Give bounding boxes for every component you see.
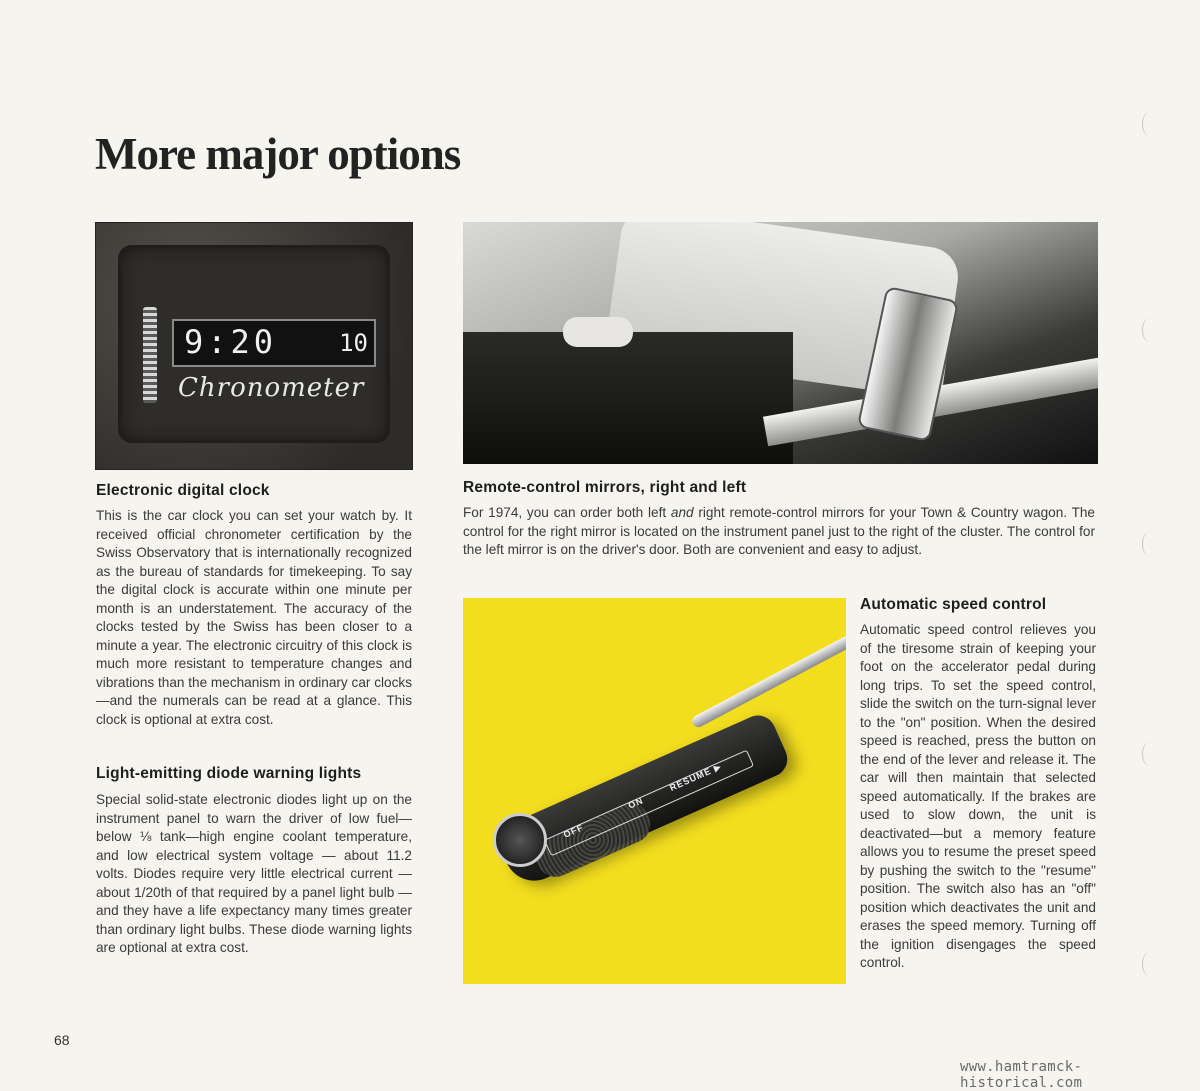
binder-ring-mark <box>1142 532 1157 556</box>
mirror-body-em: and <box>670 505 694 520</box>
clock-display <box>172 319 376 367</box>
diode-body: Special solid-state electronic diodes light up on the instrument panel to warn the driver of low fuel—below ⅛ tank—high engine coolant temperature, and low electrical system voltage — about 11.2 volts. Diodes require very little electrical current — about 1/20th of that required by a panel light bulb — and they have a life expectancy many times greater than ordinary light bulbs. These diode warning lights are optional at extra cost. <box>96 792 412 955</box>
clock-set-knob <box>143 307 157 403</box>
page-title: More major options <box>95 129 461 179</box>
hand-shape <box>563 317 633 347</box>
page-number: 68 <box>54 1032 70 1048</box>
lever-rod-shape <box>690 615 846 729</box>
digital-clock-photo <box>95 222 413 470</box>
mirror-body-post: right remote-control mirrors for your Town & Country wagon. The control for the right mirror is located on the instrument panel just to the right of the cluster. The control for the left mirror is on the driver's door. Both are convenient and easy to adjust. <box>463 505 1095 557</box>
resume-label: RESUME ▶ <box>668 761 724 793</box>
clock-heading: Electronic digital clock <box>96 482 270 499</box>
interior-shadow-shape <box>463 332 793 464</box>
speed-body: Automatic speed control relieves you of the tiresome strain of keeping your foot on the accelerator pedal during long trips. To set the speed control, slide the switch on the turn-signal lever to the "on" position. When the desired speed is reached, press the button on the end of the lever and release it. The car will then maintain that selected speed automatically. If the brakes are used to slow down, the unit is deactivated—but a memory feature allows you to resume the preset speed by pushing the switch to the "resume" position. The switch also has an "off" position which deactivates the unit and erases the speed memory. Turning off the ignition disengages the speed control. <box>860 622 1096 970</box>
speed-control-photo <box>463 598 846 984</box>
mirror-heading: Remote-control mirrors, right and left <box>463 479 747 496</box>
speed-heading: Automatic speed control <box>860 596 1047 613</box>
lever-end-button-shape <box>493 813 547 867</box>
clock-body: This is the car clock you can set your watch by. It received official chronometer certification by the Swiss Observatory that is internationally recognized as the bureau of standards for timekeeping. To say the digital clock is accurate within one minute per month is an understatement. The accuracy of the clocks tested by the Swiss has been closer to a minute a year. The electronic circuitry of this clock is much more resistant to temperature changes and vibrations than the mechanism in ordinary car clocks—and the numerals can be read at a glance. This clock is optional at extra cost. <box>96 508 412 727</box>
diode-heading: Light-emitting diode warning lights <box>96 765 362 782</box>
binder-ring-mark <box>1142 112 1157 136</box>
on-label: ON <box>626 795 645 811</box>
binder-ring-mark <box>1142 952 1157 976</box>
off-label: OFF <box>561 822 586 840</box>
mirror-body-pre: For 1974, you can order both left <box>463 505 671 520</box>
clock-chronometer-script: Chronometer <box>178 373 365 403</box>
binder-ring-mark <box>1142 742 1157 766</box>
footer-url: www.hamtramck-historical.com <box>960 1059 1083 1091</box>
remote-mirror-photo <box>463 222 1098 464</box>
clock-seconds: 10 <box>339 329 368 357</box>
clock-time: 9:20 <box>184 323 278 361</box>
mirror-body <box>463 504 1095 560</box>
clock-bezel <box>118 245 390 443</box>
binder-ring-mark <box>1142 318 1157 342</box>
